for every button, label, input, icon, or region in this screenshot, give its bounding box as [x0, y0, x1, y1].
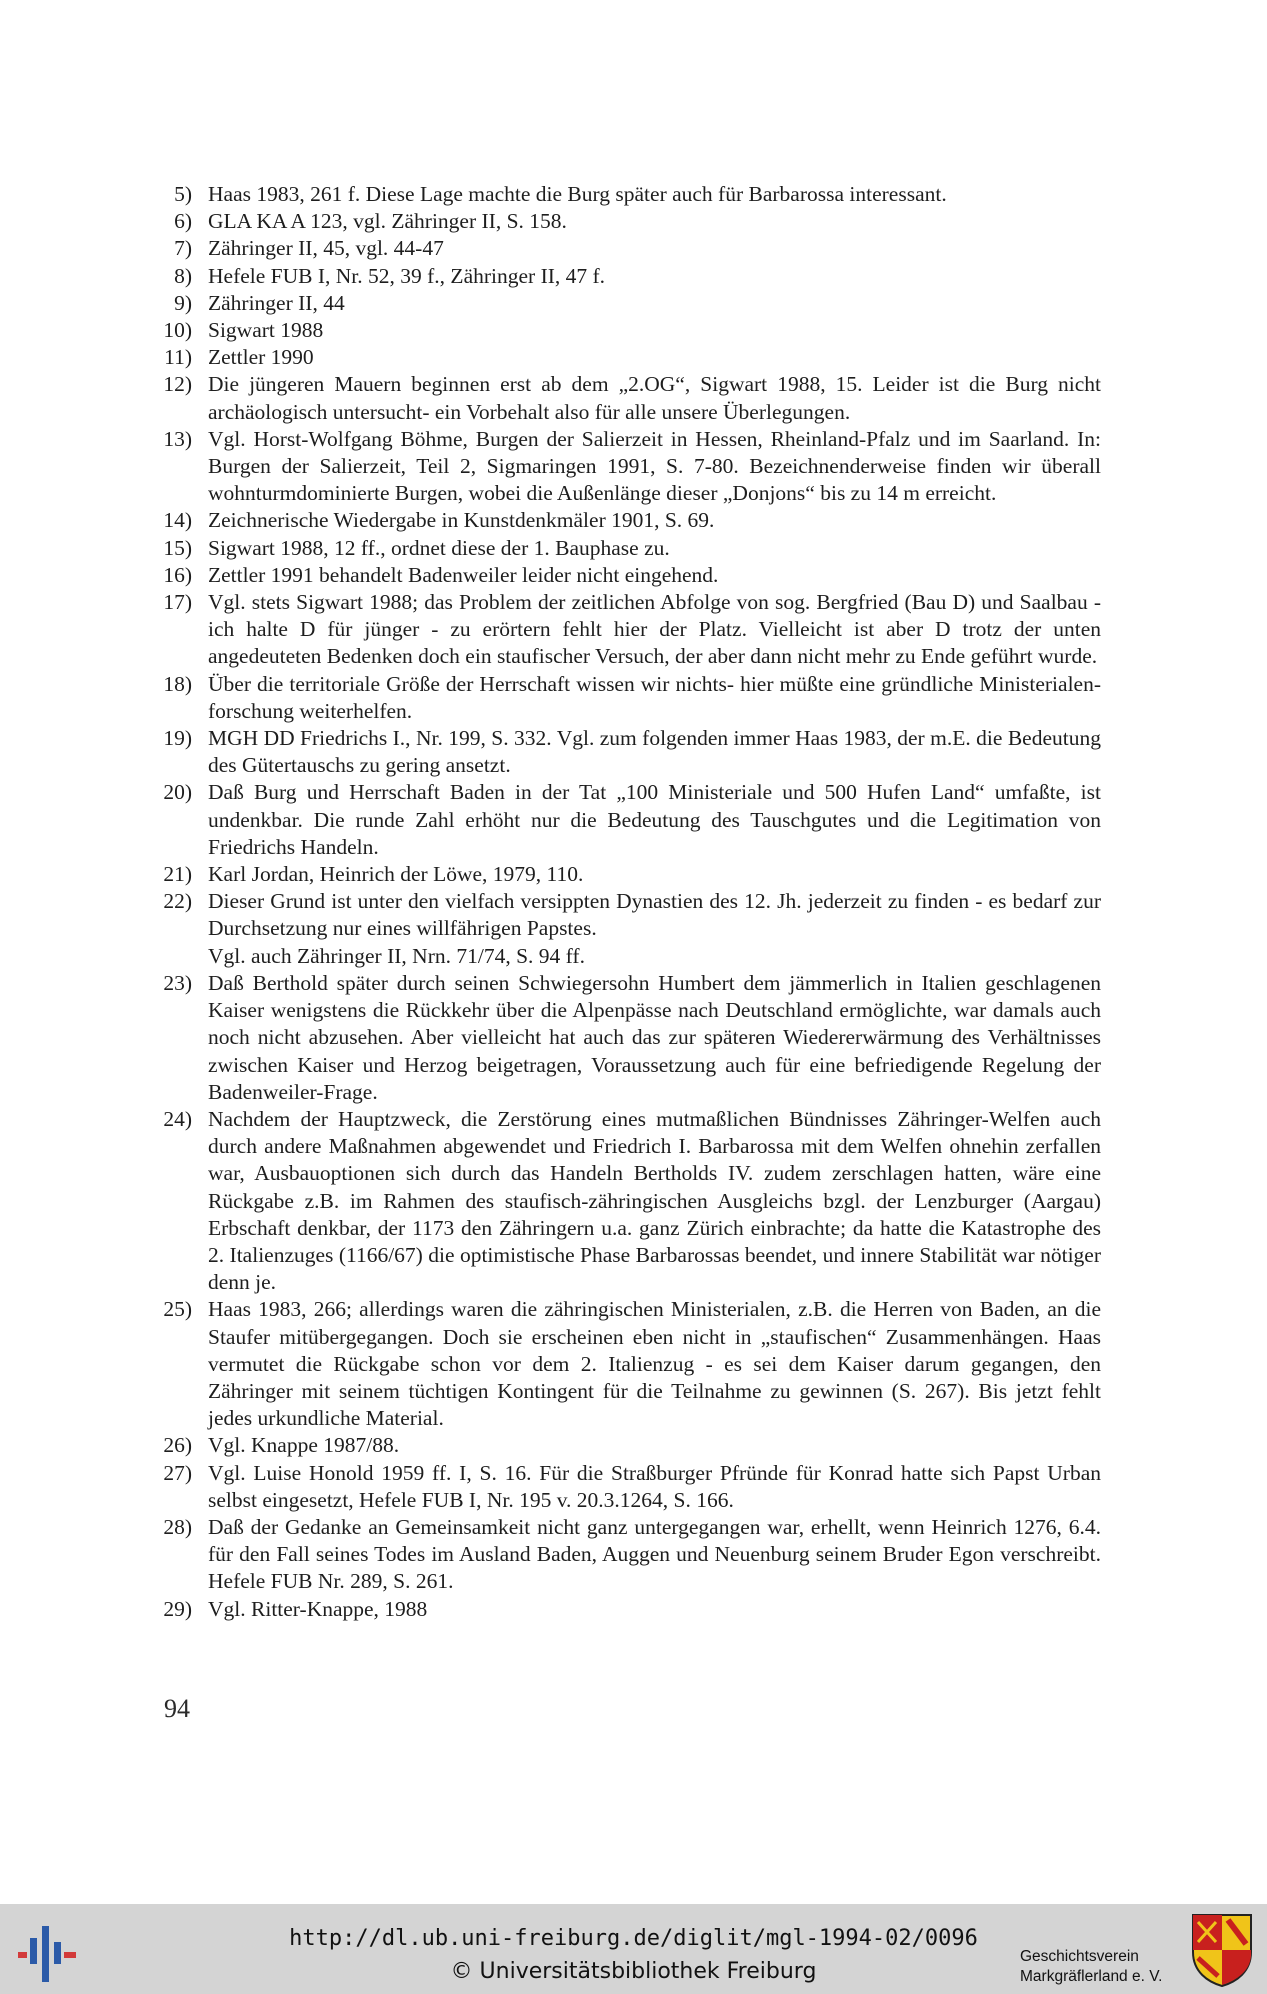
footnote-number: 20) — [163, 780, 192, 805]
footnote-item — [0, 671, 1267, 725]
footnote-number: 11) — [164, 345, 192, 370]
footnote-number: 25) — [163, 1297, 192, 1322]
footnote-number: 16) — [163, 562, 192, 587]
footnote-item — [0, 589, 1267, 671]
footnote-item — [0, 1432, 1267, 1459]
footnote-text: Vgl. Ritter-Knappe, 1988 — [208, 1596, 428, 1621]
footnote-item — [0, 1596, 1267, 1623]
document-url-link[interactable]: http://dl.ub.uni-freiburg.de/diglit/mgl-1994-02/0096 — [289, 1926, 978, 1951]
footnote-text: Vgl. Luise Honold 1959 ff. I, S. 16. Für die Straßburger Pfründe für Konrad hatte sich Papst Urban selbst eingesetzt, Hefele FUB I, Nr. 195 v. 20.3.1264, S. 166. — [208, 1460, 1101, 1512]
footnote-number: 27) — [163, 1460, 192, 1485]
footnote-text: Über die territoriale Größe der Herrschaft wissen wir nichts- hier müßte eine gründliche Ministerialen-forschung weiterhelfen. — [208, 671, 1101, 723]
footnote-number: 8) — [174, 263, 192, 288]
footnote-text: Vgl. stets Sigwart 1988; das Problem der zeitlichen Abfolge von sog. Bergfried (Bau D) und Saalbau - ich halte D für jünger - zu erörtern fehlt hier der Platz. Vielleicht ist aber D trotz der unten angedeuteten Bedenken doch ein staufischer Versuch, der aber dann nicht mehr zu Ende geführt wurde. — [208, 590, 1101, 669]
footnote-text: GLA KA A 123, vgl. Zähringer II, S. 158. — [208, 209, 567, 234]
footnote-text: Dieser Grund ist unter den vielfach versippten Dynastien des 12. Jh. jederzeit zu finden - es bedarf zur Durchsetzung nur eines willfährigen Papstes. — [208, 889, 1101, 941]
footnote-item — [0, 235, 1267, 262]
footnote-item — [0, 371, 1267, 425]
footnote-number: 17) — [163, 590, 192, 615]
footnote-text: Zettler 1990 — [208, 345, 314, 370]
library-footer-bar — [0, 1904, 1267, 1994]
footnote-number: 7) — [174, 236, 192, 261]
footnote-number: 18) — [163, 671, 192, 696]
footnote-item — [0, 290, 1267, 317]
footnote-item — [0, 970, 1267, 1106]
footnote-item — [0, 1514, 1267, 1596]
footnote-text: Die jüngeren Mauern beginnen erst ab dem „2.OG“, Sigwart 1988, 15. Leider ist die Burg nicht archäologisch untersucht- ein Vorbehalt also für alle unsere Überlegungen. — [208, 372, 1101, 424]
footnote-text: Karl Jordan, Heinrich der Löwe, 1979, 110. — [208, 862, 584, 887]
footnote-item — [0, 426, 1267, 508]
footnote-text: Zettler 1991 behandelt Badenweiler leider nicht eingehend. — [208, 562, 719, 587]
footnote-number: 5) — [174, 182, 192, 206]
footnote-item — [0, 344, 1267, 371]
copyright-text: © Universitätsbibliothek Freiburg — [450, 1959, 817, 1984]
footnote-text: Haas 1983, 261 f. Diese Lage machte die Burg später auch für Barbarossa interessant. — [208, 182, 947, 206]
footnote-item — [0, 725, 1267, 779]
footnote-number: 26) — [163, 1433, 192, 1458]
society-name-line1: Geschichtsverein — [1020, 1948, 1139, 1965]
footnote-text: Vgl. Horst-Wolfgang Böhme, Burgen der Salierzeit in Hessen, Rheinland-Pfalz und im Saarland. In: Burgen der Salierzeit, Teil 2, Sigmaringen 1991, S. 7-80. Bezeichnenderweise finden wir überall wohnturmdominierte Burgen, wobei die Außenlänge dieser „Donjons“ bis zu 14 m erreicht. — [208, 426, 1101, 506]
footnote-number: 12) — [163, 372, 192, 397]
footnote-number: 29) — [163, 1596, 192, 1621]
footnote-item — [0, 263, 1267, 290]
footnote-text: Hefele FUB I, Nr. 52, 39 f., Zähringer II, 47 f. — [208, 263, 606, 288]
footnote-text: Zähringer II, 44 — [208, 290, 345, 315]
footnote-text: Daß Burg und Herrschaft Baden in der Tat „100 Ministeriale und 500 Hufen Land“ umfaßte, ist undenkbar. Die runde Zahl erhöht nur die Bedeutung des Tauschgutes und die Legitimation von Friedrichs Handeln. — [208, 780, 1101, 859]
footnote-number: 23) — [163, 970, 192, 995]
footnote-item — [0, 507, 1267, 534]
footnote-number: 21) — [163, 862, 192, 887]
footnote-item — [0, 181, 1267, 208]
footnote-text: Daß Berthold später durch seinen Schwiegersohn Humbert dem jämmerlich in Italien geschlagenen Kaiser wenigstens die Rückkehr über die Alpenpässe nach Deutschland ermöglichte, war damals auch noch nicht abzusehen. Aber vielleicht hat auch das zur späteren Wiedererwärmung des Verhältnisses zwischen Kaiser und Herzog beigetragen, Voraussetzung auch für eine befriedigende Regelung der Badenweiler-Frage. — [208, 970, 1101, 1104]
footnotes-list — [0, 181, 1267, 1623]
footnote-text: Sigwart 1988 — [208, 318, 324, 343]
footnote-item — [0, 562, 1267, 589]
footnote-number: 19) — [163, 726, 192, 751]
page-number: 94 — [164, 1694, 190, 1723]
footnote-number: 10) — [163, 318, 192, 343]
footnote-text: Zeichnerische Wiedergabe in Kunstdenkmäler 1901, S. 69. — [208, 508, 715, 533]
coat-of-arms-icon — [1190, 1912, 1254, 1988]
footnote-item — [0, 1296, 1267, 1432]
footnote-number: 6) — [174, 209, 192, 234]
footnote-item — [0, 1106, 1267, 1296]
footnote-number: 14) — [163, 508, 192, 533]
footnote-text: Sigwart 1988, 12 ff., ordnet diese der 1. Bauphase zu. — [208, 535, 670, 560]
footnote-text: Nachdem der Hauptzweck, die Zerstörung eines mutmaßlichen Bündnisses Zähringer-Welfen auch durch andere Maßnahmen abgewendet und Friedrich I. Barbarossa mit dem Welfen ohnehin zerfallen war, Ausbauoptionen sich durch das Handeln Bertholds IV. zudem zerschlagen hatten, wäre eine Rückgabe z.B. im Rahmen des staufisch-zähringischen Ausgleichs bzgl. der Lenzburger (Aargau) Erbschaft denkbar, der 1173 den Zähringern u.a. ganz Zürich einbrachte; da hatte die Katastrophe des 2. Italienzuges (1166/67) die optimistische Phase Barbarossas beendet, und innere Stabilität war nötiger denn je. — [208, 1106, 1101, 1295]
society-name — [1020, 1947, 1162, 1987]
footnote-item — [0, 208, 1267, 235]
footnote-text: MGH DD Friedrichs I., Nr. 199, S. 332. Vgl. zum folgenden immer Haas 1983, der m.E. die Bedeutung des Gütertauschs zu gering ansetzt. — [208, 726, 1101, 778]
footnote-item — [0, 317, 1267, 344]
footnote-number: 22) — [163, 889, 192, 914]
footnote-item — [0, 535, 1267, 562]
footnote-number: 24) — [163, 1106, 192, 1131]
footnote-text: Haas 1983, 266; allerdings waren die zähringischen Ministerialen, z.B. die Herren von Baden, an die Staufer mitübergegangen. Doch sie erscheinen eben nicht in „staufischen“ Zusammenhängen. Haas vermutet die Rückgabe schon vor dem 2. Italienzug - es sei dem Kaiser darum gegangen, den Zähringer mit seinem tüchtigen Kontingent für die Teilnahme zu gewinnen (S. 267). Bis jetzt fehlt jedes urkundliche Material. — [208, 1297, 1101, 1431]
footnote-item — [0, 888, 1267, 970]
footnote-number: 13) — [163, 426, 192, 451]
footnote-text: Daß der Gedanke an Gemeinsamkeit nicht ganz untergegangen war, erhellt, wenn Heinrich 1276, 6.4. für den Fall seines Todes im Ausland Baden, Auggen und Neuenburg seinem Bruder Egon verschreibt. Hefele FUB Nr. 289, S. 261. — [208, 1514, 1101, 1594]
society-name-line2: Markgräflerland e. V. — [1020, 1968, 1163, 1985]
footnote-item — [0, 1460, 1267, 1514]
footnote-extra-line: Vgl. auch Zähringer II, Nrn. 71/74, S. 94 ff. — [208, 943, 585, 968]
footnote-item — [0, 779, 1267, 861]
footnote-item — [0, 861, 1267, 888]
footnote-text: Zähringer II, 45, vgl. 44-47 — [208, 236, 444, 261]
footnote-number: 9) — [174, 290, 192, 315]
footnote-number: 28) — [163, 1514, 192, 1539]
footnote-number: 15) — [163, 535, 192, 560]
footnote-text: Vgl. Knappe 1987/88. — [208, 1433, 400, 1458]
